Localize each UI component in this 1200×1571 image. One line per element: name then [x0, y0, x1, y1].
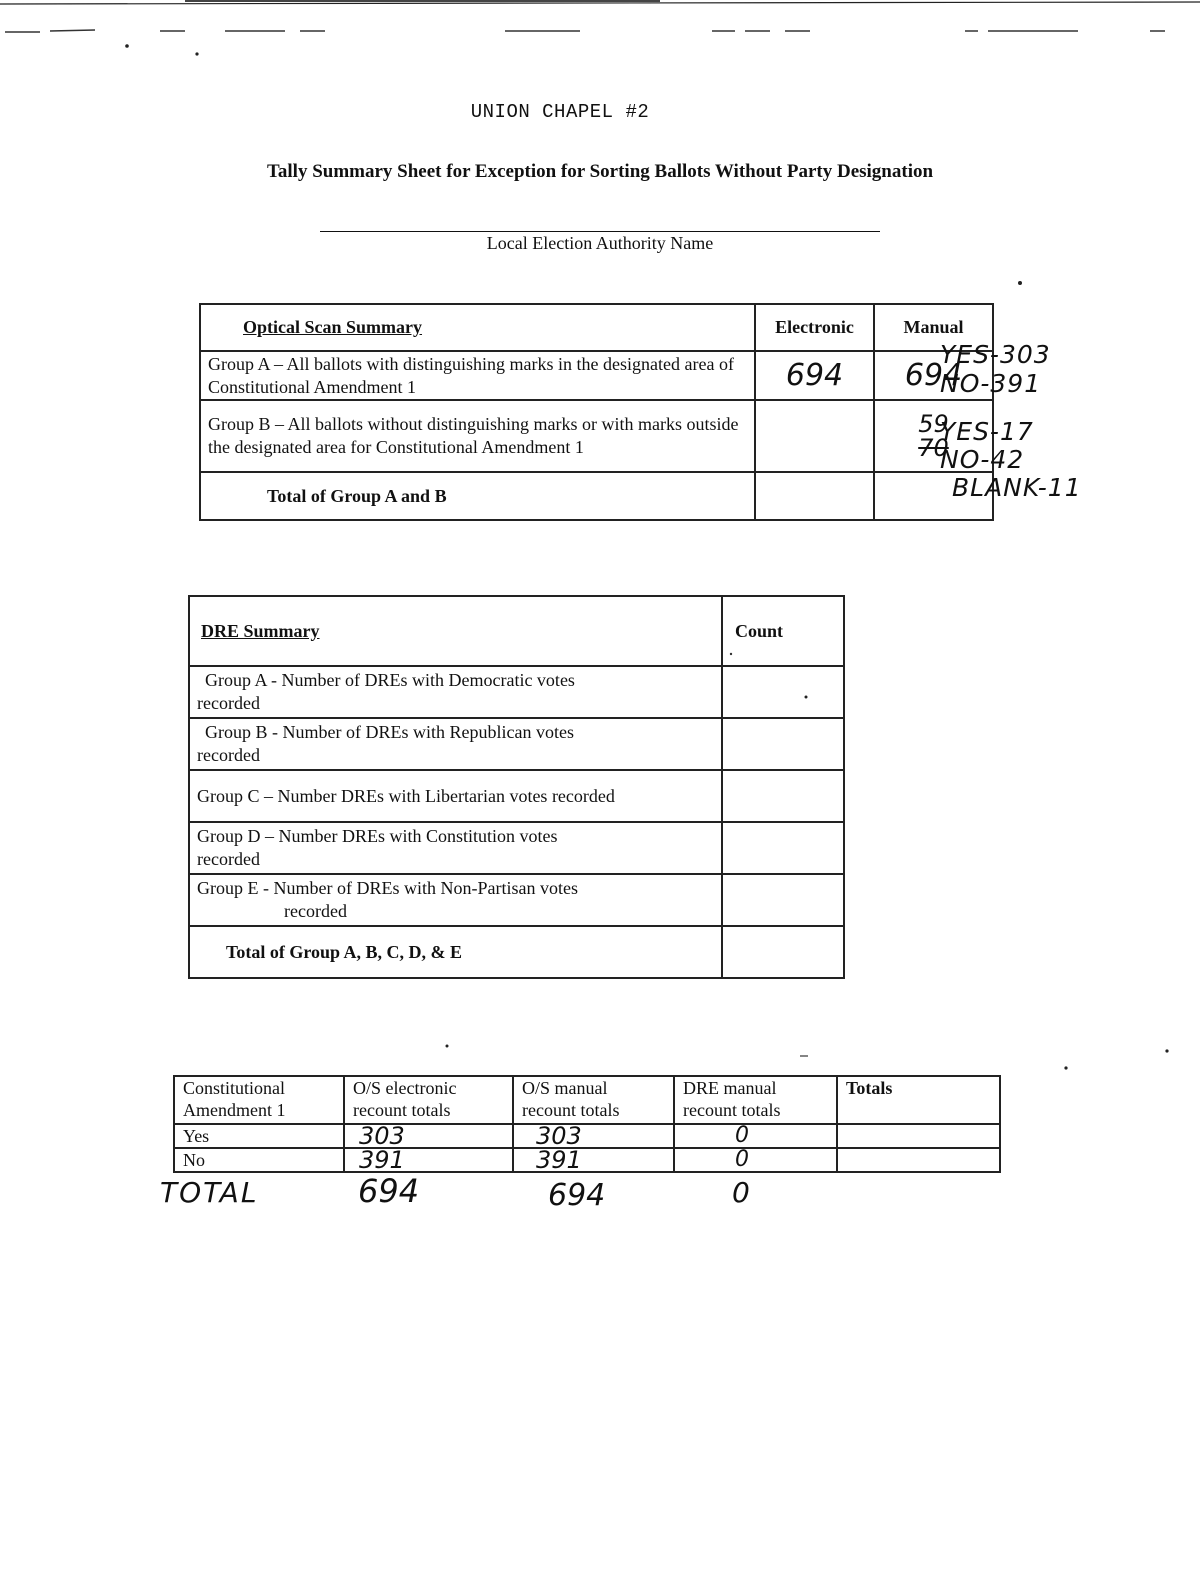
yes-os-electronic: 303	[344, 1124, 513, 1148]
dre-summary-table	[188, 595, 845, 979]
margin-note-line: NO-391	[940, 369, 1042, 398]
group-b-electronic	[755, 400, 874, 472]
dre-group-a-label	[189, 666, 722, 718]
sheet-subtitle: Tally Summary Sheet for Exception for Sorting Ballots Without Party Designation	[266, 161, 934, 182]
yes-label: Yes	[174, 1124, 344, 1148]
dre-row-line: Group B - Number of DREs with Republican votes	[205, 722, 574, 742]
handwritten-total-label: TOTAL	[160, 1176, 259, 1209]
handwritten-total-os-electronic: 694	[358, 1172, 420, 1210]
dre-group-c-count	[722, 770, 844, 822]
manual-column-header: Manual	[874, 304, 993, 351]
margin-note-line: NO-42	[940, 445, 1025, 474]
yes-totals	[837, 1124, 1000, 1148]
dre-group-e-label	[189, 874, 722, 926]
table-row	[189, 718, 844, 770]
amendment-recount-table	[173, 1075, 1001, 1173]
group-b-label: Group B – All ballots without distinguishing marks or with marks outside the designated area for Constitutional Amendment 1	[200, 400, 755, 472]
os-electronic-column-header: O/S electronic recount totals	[344, 1076, 513, 1124]
margin-note-line: YES-303	[940, 340, 1051, 369]
table-row	[174, 1124, 1000, 1148]
dre-row-line: recorded	[284, 901, 347, 921]
scan-artifacts	[0, 0, 1200, 60]
table-header-row	[200, 304, 993, 351]
group-ab-total-label: Total of Group A and B	[200, 472, 755, 520]
table-row	[189, 822, 844, 874]
no-os-electronic: 391	[344, 1148, 513, 1172]
dre-total-label: Total of Group A, B, C, D, & E	[189, 926, 722, 978]
totals-column-header: Totals	[837, 1076, 1000, 1124]
dre-group-e-count	[722, 874, 844, 926]
count-column-header: Count	[722, 596, 844, 666]
dre-group-a-count	[722, 666, 844, 718]
yes-dre-manual: 0	[674, 1124, 837, 1148]
dre-group-b-count	[722, 718, 844, 770]
table-row	[189, 874, 844, 926]
no-label: No	[174, 1148, 344, 1172]
dre-row-line: Group A - Number of DREs with Democratic votes	[205, 670, 575, 690]
amendment-column-header: Constitutional Amendment 1	[174, 1076, 344, 1124]
dre-row-line: Group E - Number of DREs with Non-Partisan votes	[197, 878, 578, 898]
group-ab-total-electronic	[755, 472, 874, 520]
table-row	[189, 770, 844, 822]
group-a-label: Group A – All ballots with distinguishing marks in the designated area of Constitutional Amendment 1	[200, 351, 755, 400]
dre-total-count	[722, 926, 844, 978]
optical-scan-table	[199, 303, 994, 521]
dre-row-line: recorded	[197, 849, 260, 869]
handwritten-total-os-manual: 694	[548, 1178, 606, 1213]
electronic-column-header: Electronic	[755, 304, 874, 351]
table-row	[200, 351, 993, 400]
table-row	[174, 1148, 1000, 1172]
table-header-row	[189, 596, 844, 666]
margin-note-group-b	[940, 418, 1082, 502]
dre-row-line: Group C – Number DREs with Libertarian votes recorded	[197, 785, 615, 806]
yes-os-manual: 303	[513, 1124, 674, 1148]
dre-group-d-count	[722, 822, 844, 874]
handwritten-total-dre-manual: 0	[732, 1176, 750, 1209]
dre-row-line: recorded	[197, 745, 260, 765]
group-a-manual: 694	[874, 351, 993, 400]
group-a-electronic: 694	[755, 351, 874, 400]
table-row	[189, 666, 844, 718]
table-row	[200, 400, 993, 472]
authority-signature-line	[320, 231, 880, 232]
table-row	[189, 926, 844, 978]
dre-group-b-label	[189, 718, 722, 770]
margin-note-line: BLANK-11	[952, 473, 1082, 502]
no-totals	[837, 1148, 1000, 1172]
dre-row-line: recorded	[197, 693, 260, 713]
group-b-manual: 59	[918, 410, 949, 438]
optical-scan-heading: Optical Scan Summary	[200, 304, 755, 351]
os-manual-column-header: O/S manual recount totals	[513, 1076, 674, 1124]
dre-group-d-label	[189, 822, 722, 874]
margin-note-group-a	[940, 340, 1051, 398]
page-title: UNION CHAPEL #2	[470, 101, 650, 123]
no-dre-manual: 0	[674, 1148, 837, 1172]
dre-group-c-label	[189, 770, 722, 822]
authority-label: Local Election Authority Name	[486, 233, 714, 253]
dre-row-line: Group D – Number DREs with Constitution votes	[197, 826, 558, 846]
dre-summary-heading: DRE Summary	[189, 596, 722, 666]
dre-manual-column-header: DRE manual recount totals	[674, 1076, 837, 1124]
margin-note-line: YES-17	[940, 417, 1034, 446]
no-os-manual: 391	[513, 1148, 674, 1172]
table-header-row	[174, 1076, 1000, 1124]
table-row	[200, 472, 993, 520]
group-b-manual-struck: 70	[918, 434, 949, 462]
